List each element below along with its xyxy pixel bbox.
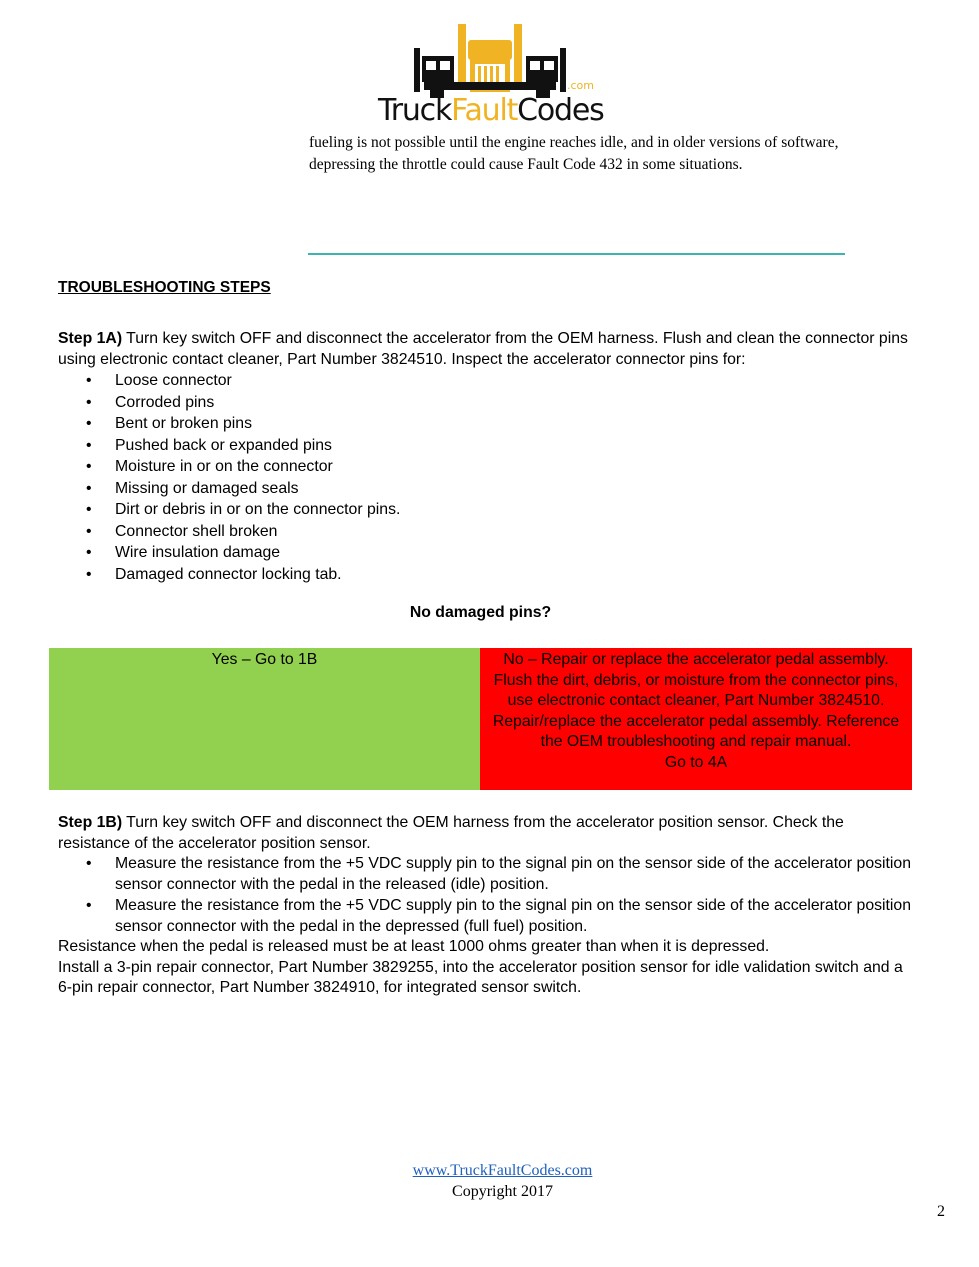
list-item: • Corroded pins xyxy=(58,392,918,414)
footer-copyright: Copyright 2017 xyxy=(452,1183,553,1200)
decision-no-text: No – Repair or replace the accelerator pedal assembly. Flush the dirt, debris, or moisture from the connector pins, use electronic contact cleaner, Part Number 3824510. Repair/replace the accelerator pedal assembly. Reference the OEM troubleshooting and repair manual. xyxy=(492,651,900,750)
list-item: • Loose connector xyxy=(58,370,918,392)
list-item: • Damaged connector locking tab. xyxy=(58,564,918,586)
decision-table xyxy=(49,648,912,790)
section-divider xyxy=(308,253,845,255)
step-1a-label: Step 1A) xyxy=(58,330,123,347)
resistance-requirement: Resistance when the pedal is released must be at least 1000 ohms greater than when it is depressed. xyxy=(58,938,770,955)
inspection-checklist xyxy=(58,370,918,585)
repair-connector-note: Install a 3-pin repair connector, Part Number 3829255, into the accelerator position sensor for idle validation switch and a 6-pin repair connector, Part Number 3824910, for integrated sensor switch. xyxy=(58,958,903,996)
list-item: • Pushed back or expanded pins xyxy=(58,435,918,457)
truck-fault-codes-logo xyxy=(378,20,602,128)
step-1a-intro xyxy=(58,329,918,370)
step-1b-label: Step 1B) xyxy=(58,814,123,831)
list-item: • Bent or broken pins xyxy=(58,413,918,435)
logo-com-suffix: .com xyxy=(567,79,594,92)
list-item: • Measure the resistance from the +5 VDC supply pin to the signal pin on the sensor side of the accelerator position sensor connector with the pedal in the depressed (full fuel) position. xyxy=(58,896,918,937)
list-item: • Measure the resistance from the +5 VDC supply pin to the signal pin on the sensor side of the accelerator position sensor connector with the pedal in the released (idle) position. xyxy=(58,854,918,895)
decision-yes-cell: Yes – Go to 1B xyxy=(49,648,480,790)
logo-word-fault: Fault xyxy=(451,93,518,128)
step-1a-text: Turn key switch OFF and disconnect the accelerator from the OEM harness. Flush and clean the connector pins using electronic contact cleaner, Part Number 3824510. Inspect the accelerator connector pins for: xyxy=(58,330,908,368)
step-1b-text: Turn key switch OFF and disconnect the OEM harness from the accelerator position sensor. Check the resistance of the accelerator position sensor. xyxy=(58,814,844,852)
logo-wordmark xyxy=(378,93,604,128)
step-1a xyxy=(58,329,918,585)
list-item: • Missing or damaged seals xyxy=(58,478,918,500)
page-number: 2 xyxy=(937,1203,945,1220)
list-item: • Connector shell broken xyxy=(58,521,918,543)
list-item: • Moisture in or on the connector xyxy=(58,456,918,478)
section-title: TROUBLESHOOTING STEPS xyxy=(58,279,271,296)
logo-word-truck: Truck xyxy=(378,93,452,128)
list-item: • Wire insulation damage xyxy=(58,542,918,564)
step-1b-intro xyxy=(58,813,918,854)
intro-paragraph: fueling is not possible until the engine reaches idle, and in older versions of software, depressing the throttle could cause Fault Code 432 in some situations. xyxy=(309,134,839,173)
logo-word-codes: Codes xyxy=(517,93,604,128)
decision-question: No damaged pins? xyxy=(409,604,552,621)
step-1b xyxy=(58,813,918,999)
footer-website-link[interactable]: www.TruckFaultCodes.com xyxy=(412,1162,593,1179)
measurement-list xyxy=(58,854,918,937)
list-item: • Dirt or debris in or on the connector pins. xyxy=(58,499,918,521)
decision-no-goto: Go to 4A xyxy=(664,753,728,771)
decision-no-cell xyxy=(480,648,912,790)
